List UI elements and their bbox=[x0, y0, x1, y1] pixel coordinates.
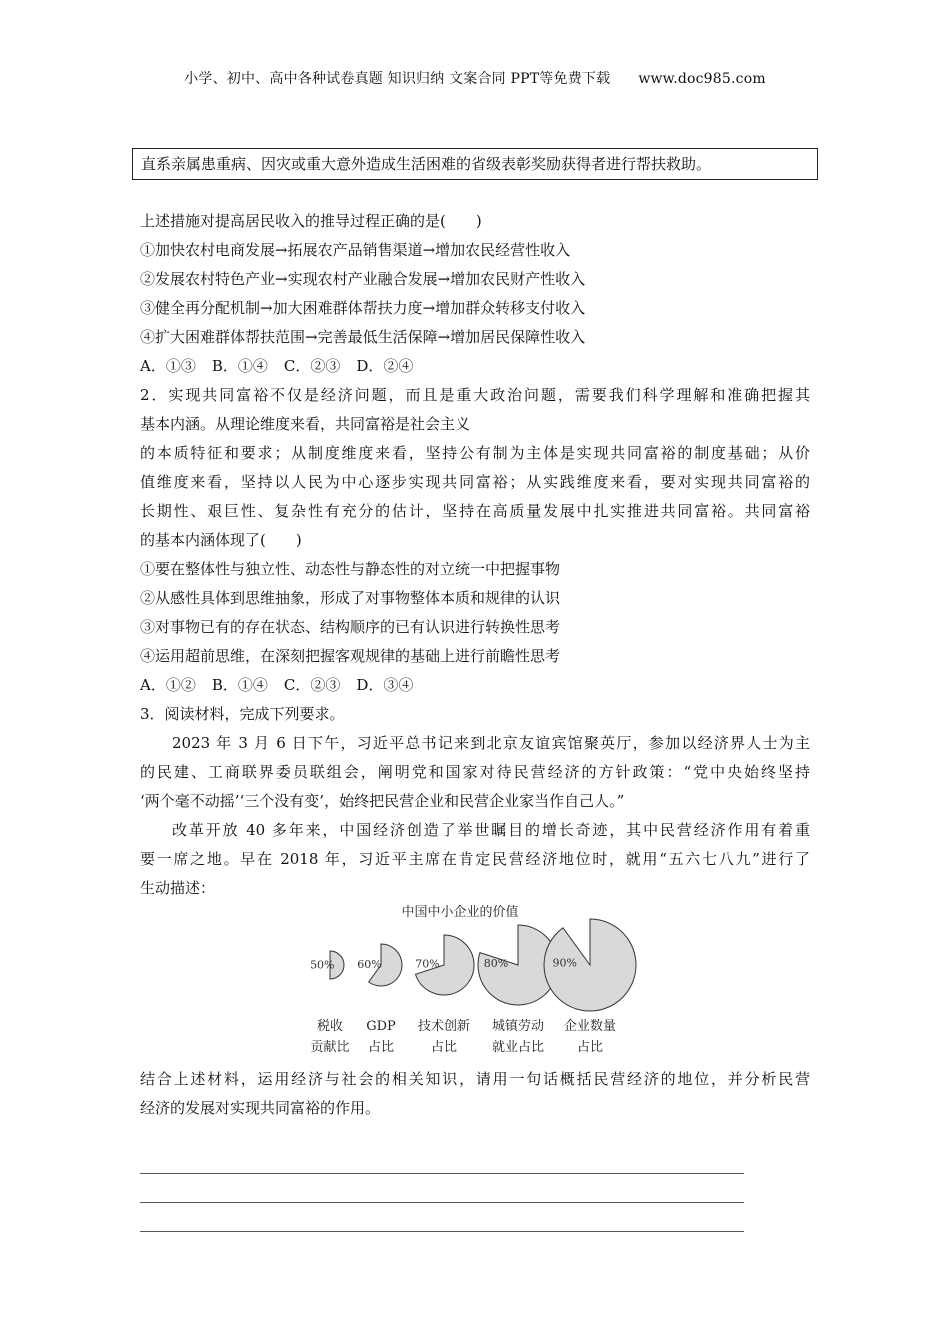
q1-stem: 上述措施对提高居民收入的推导过程正确的是( ) bbox=[140, 212, 482, 230]
sme-value-chart bbox=[140, 903, 810, 1065]
q1-option-a[interactable]: A．①③ bbox=[140, 357, 196, 375]
header-url[interactable]: www.doc985.com bbox=[638, 71, 766, 87]
q1-option-c[interactable]: C．②③ bbox=[283, 357, 341, 375]
q2-option-b[interactable]: B．①④ bbox=[211, 676, 268, 694]
pie-category-label-2-line-1: GDP bbox=[366, 1019, 396, 1034]
pie-category-label-4-line-2: 就业占比 bbox=[491, 1040, 545, 1055]
q3-para1-line-1: 2023 年 3 月 6 日下午，习近平总书记来到北京友谊宾馆聚英厅，参加以经济界人士为主 bbox=[172, 734, 810, 752]
q3-question-line-2: 经济的发展对实现共同富裕的作用。 bbox=[140, 1099, 381, 1117]
pie-value-label-5: 90% bbox=[552, 956, 577, 970]
pie-chart-svg bbox=[290, 903, 660, 1061]
q1-item-3: ③健全再分配机制→加大困难群体帮扶力度→增加群众转移支付收入 bbox=[140, 299, 586, 317]
q2-stem-line-3: 的本质特征和要求；从制度维度来看，坚持公有制为主体是实现共同富裕的制度基础；从价 bbox=[140, 444, 810, 462]
pie-category-label-5-line-2: 占比 bbox=[576, 1040, 604, 1055]
pie-value-label-4: 80% bbox=[483, 957, 509, 970]
pie-category-label-2-line-2: 占比 bbox=[367, 1040, 395, 1055]
pie-category-label-1-line-1: 税收 bbox=[316, 1019, 344, 1034]
q2-item-2: ②从感性具体到思维抽象，形成了对事物整体本质和规律的认识 bbox=[140, 589, 561, 607]
continued-material-box bbox=[132, 148, 818, 180]
q1-option-d[interactable]: D．②④ bbox=[356, 357, 414, 375]
q1-options bbox=[140, 352, 810, 381]
pie-category-label-4-line-1: 城镇劳动 bbox=[491, 1019, 545, 1034]
pie-category-label-5-line-1: 企业数量 bbox=[563, 1019, 617, 1034]
q2-stem-line-4: 值维度来看，坚持以人民为中心逐步实现共同富裕；从实践维度来看，要对实现共同富裕的 bbox=[140, 473, 810, 491]
pie-value-label-3: 70% bbox=[415, 957, 440, 971]
q3-para1-line-2: 的民建、工商联界委员联组会，阐明党和国家对待民营经济的方针政策：“党中央始终坚持 bbox=[140, 763, 810, 781]
answer-line-2[interactable] bbox=[140, 1174, 744, 1203]
pie-category-label-1-line-2: 贡献比 bbox=[310, 1040, 350, 1055]
q1-item-1: ①加快农村电商发展→拓展农产品销售渠道→增加农民经营性收入 bbox=[140, 241, 571, 259]
q2-option-d[interactable]: D．③④ bbox=[356, 676, 414, 694]
q2-stem-line-5: 长期性、艰巨性、复杂性有充分的估计，坚持在高质量发展中扎实推进共同富裕。共同富裕 bbox=[140, 502, 810, 520]
q1-option-b[interactable]: B．①④ bbox=[211, 357, 268, 375]
q3-para1-line-3: ‘两个毫不动摇’‘三个没有变’，始终把民营企业和民营企业家当作自己人。” bbox=[140, 792, 625, 810]
pie-value-label-2: 60% bbox=[357, 958, 382, 971]
chart-title: 中国中小企业的价值 bbox=[401, 905, 519, 920]
page-header bbox=[0, 68, 950, 88]
q3-para2-line-3: 生动描述： bbox=[140, 879, 216, 897]
q1-item-4: ④扩大困难群体帮扶范围→完善最低生活保障→增加居民保障性收入 bbox=[140, 328, 586, 346]
q2-item-1: ①要在整体性与独立性、动态性与静态性的对立统一中把握事物 bbox=[140, 560, 561, 578]
q3-question-line-1: 结合上述材料，运用经济与社会的相关知识，请用一句话概括民营经济的地位，并分析民营 bbox=[140, 1070, 810, 1088]
q2-item-3: ③对事物已有的存在状态、结构顺序的已有认识进行转换性思考 bbox=[140, 618, 561, 636]
boxed-text: 直系亲属患重病、因灾或重大意外造成生活困难的省级表彰奖励获得者进行帮扶救助。 bbox=[141, 155, 712, 173]
q1-item-2: ②发展农村特色产业→实现农村产业融合发展→增加农民财产性收入 bbox=[140, 270, 586, 288]
q3-para2-line-2: 要一席之地。早在 2018 年，习近平主席在肯定民营经济地位时，就用“五六七八九”进行了 bbox=[140, 850, 810, 868]
q2-stem-line-1: 2．实现共同富裕不仅是经济问题，而且是重大政治问题，需要我们科学理解和准确把握其 bbox=[140, 386, 810, 404]
q2-stem-line-2: 基本内涵。从理论维度来看，共同富裕是社会主义 bbox=[140, 415, 471, 433]
q2-option-c[interactable]: C．②③ bbox=[283, 676, 341, 694]
answer-line-3[interactable] bbox=[140, 1203, 744, 1232]
pie-value-label-1: 50% bbox=[310, 958, 335, 972]
answer-lines bbox=[140, 1145, 744, 1232]
answer-line-1[interactable] bbox=[140, 1145, 744, 1174]
header-text: 小学、初中、高中各种试卷真题 知识归纳 文案合同 PPT等免费下载 bbox=[184, 71, 611, 87]
q2-options bbox=[140, 671, 810, 700]
q2-option-a[interactable]: A．①② bbox=[140, 676, 196, 694]
q2-item-4: ④运用超前思维，在深刻把握客观规律的基础上进行前瞻性思考 bbox=[140, 647, 561, 665]
q3-para2-line-1: 改革开放 40 多年来，中国经济创造了举世瞩目的增长奇迹，其中民营经济作用有着重 bbox=[172, 821, 810, 839]
pie-category-label-3-line-1: 技术创新 bbox=[417, 1019, 471, 1034]
q2-stem-line-6: 的基本内涵体现了( ) bbox=[140, 531, 302, 549]
q3-stem: 3．阅读材料，完成下列要求。 bbox=[140, 705, 345, 723]
main-content bbox=[140, 207, 810, 1123]
pie-category-label-3-line-2: 占比 bbox=[430, 1040, 458, 1055]
